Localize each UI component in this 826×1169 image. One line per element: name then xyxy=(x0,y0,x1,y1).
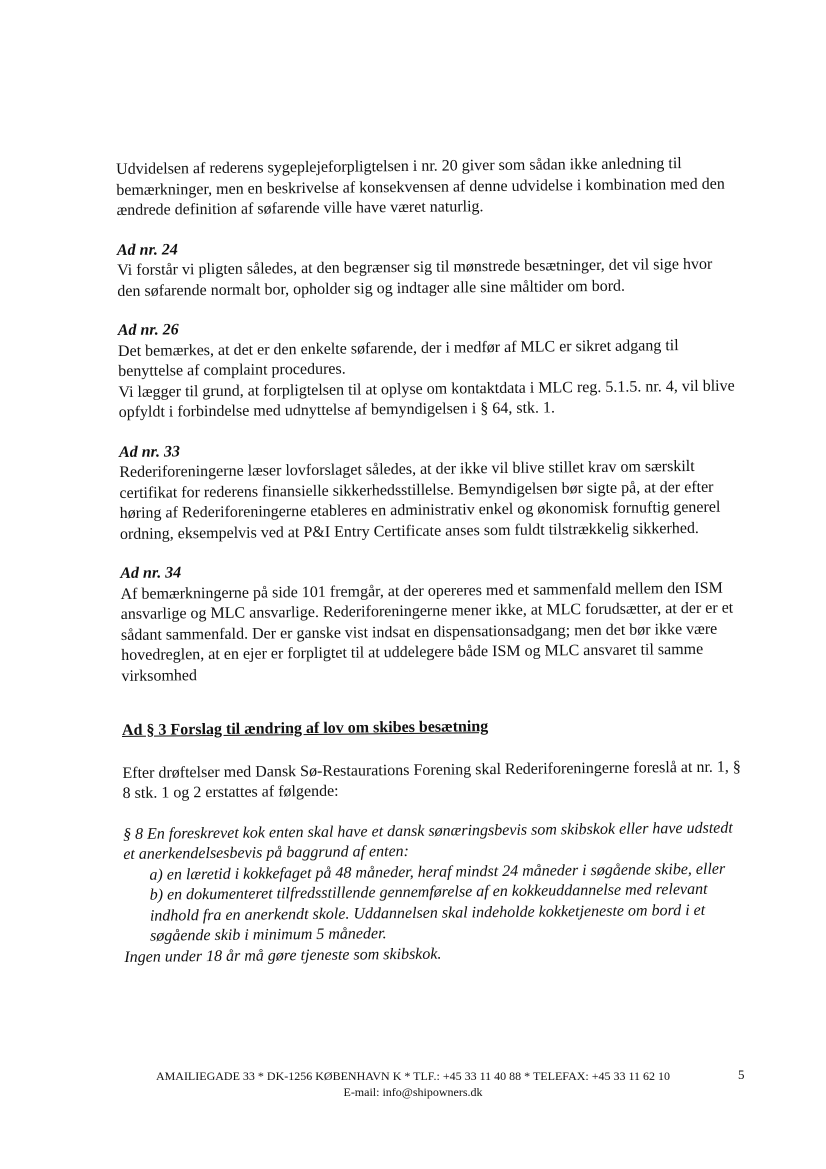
section-ad-nr-24 xyxy=(117,234,738,302)
page-footer xyxy=(0,1068,826,1100)
section-paragraph: Vi lægger til grund, at forpligtelsen til at oplyse om kontaktdata i MLC reg. 5.1.5. nr. 4, vil blive opfyldt i forbindelse med udnyttelse af bemyndigelsen i § 64, stk. 1. xyxy=(118,377,735,421)
proposal-item-b: b) en dokumenteret tilfredsstillende gennemførelse af en kokkeuddannelse med relevant indhold fra en anerkendt skole. Uddannelsen skal indeholde kokketjeneste om bord i et søgående skib i minimum 5 måneder. xyxy=(149,880,708,945)
section-ad-nr-33 xyxy=(119,436,740,545)
proposal-text xyxy=(123,818,744,968)
section-paragraph: Vi forstår vi pligten således, at den begrænser sig til mønstrede besætninger, det vil sige hvor den søfarende normalt bor, opholder sig og indtager alle sine måltider om bord. xyxy=(117,255,713,300)
proposal-closing: Ingen under 18 år må gøre tjeneste som skibskok. xyxy=(124,945,442,966)
section-heading: Ad nr. 26 xyxy=(117,321,179,339)
intro-paragraph: Udvidelsen af rederens sygeplejeforpligtelsen i nr. 20 giver som sådan ikke anledning til bemærkninger, men en beskrivelse af konsekvensen af denne udvidelse i kombination med den ændrede definition af søfarende ville have været naturlig. xyxy=(116,155,725,219)
page-number: 5 xyxy=(738,1067,745,1082)
footer-email: E-mail: info@shipowners.dk xyxy=(343,1085,483,1099)
section-paragraph: Det bemærkes, at det er den enkelte søfarende, der i medfør af MLC er sikret adgang til benyttelse af complaint procedures. xyxy=(117,336,679,380)
proposal-lead: § 8 En foreskrevet kok enten skal have et dansk sønæringsbevis som skibskok eller have udstedt et anerkendelsesbevis på baggrund af enten: xyxy=(122,819,733,863)
proposal-item-a: a) en læretid i kokkefaget på 48 måneder, heraf mindst 24 måneder i søgående skibe, eller xyxy=(149,860,726,884)
section-heading: Ad nr. 34 xyxy=(120,564,182,582)
section-paragraph: Rederiforeningerne læser lovforslaget således, at der ikke vil blive stillet krav om særskilt certifikat for rederens finansielle sikkerhedsstillelse. Bemyndigelsen bør sigte på, at der efter høring af Rederiforeningerne etableres en administrativ enkel og økonomisk fornuftig generel ordning, eksempelvis ved at P&I Entry Certificate anses som fuldt tilstrækkelig sikkerhed. xyxy=(119,457,721,543)
section-ad-nr-26 xyxy=(118,314,739,423)
document-body xyxy=(116,154,744,968)
section-heading: Ad nr. 33 xyxy=(118,442,181,461)
footer-address: AMAILIEGADE 33 * DK-1256 KØBENHAVN K * TLF.: +45 33 11 40 88 * TELEFAX: +45 33 11 62 10 xyxy=(155,1069,671,1083)
section-paragraph: Af bemærkningerne på side 101 fremgår, at der opereres med et sammenfald mellem den ISM ansvarlige og MLC ansvarlige. Rederiforeningerne mener ikke, at MLC forudsætter, at der er et sådant sammenfald. Der er ganske vist indsat en dispensationsadgang; men det bør ikke være hovedreglen, at en ejer er forpligtet til at uddelegere både ISM og MLC ansvaret til samme virksomhed xyxy=(120,579,734,685)
section-heading: Ad nr. 24 xyxy=(116,240,178,259)
section-ad-nr-34 xyxy=(120,557,741,686)
proposal-intro: Efter drøftelser med Dansk Sø-Restaurations Forening skal Rederiforeningerne foreslå at nr. 1, § 8 stk. 1 og 2 erstattes af følgende: xyxy=(122,757,741,802)
main-heading: Ad § 3 Forslag til ændring af lov om skibes besætning xyxy=(121,718,489,739)
